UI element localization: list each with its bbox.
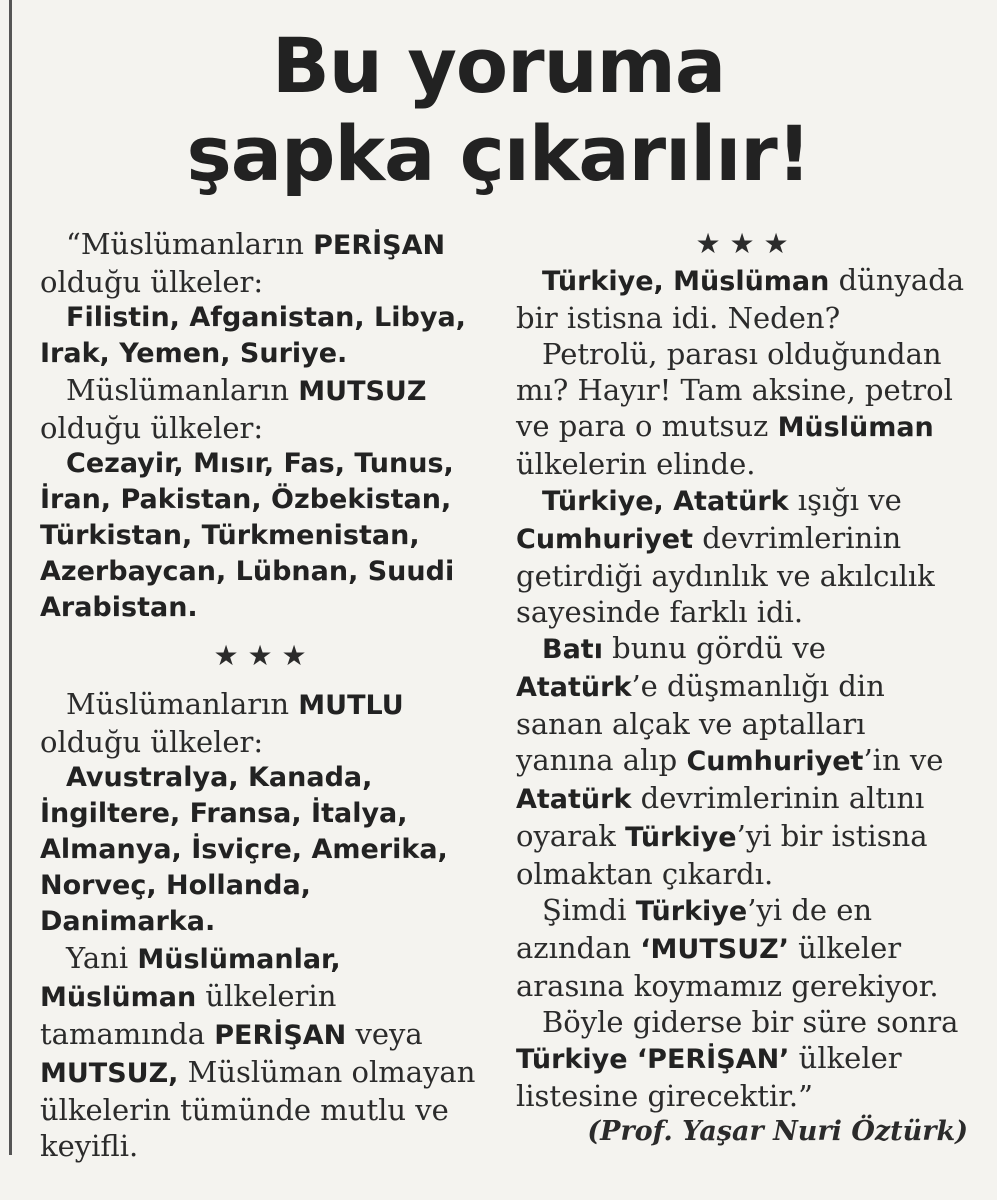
section-separator: ★ ★ ★ (213, 639, 307, 672)
section-separator: ★ ★ ★ (695, 227, 789, 260)
conclusion-paragraph: Böyle giderse bir süre sonra Türkiye ‘PERİŞAN’ ülkeler listesine girecektir.” (516, 1005, 959, 1113)
headline (0, 22, 997, 198)
perisan-countries: Filistin, Afganistan, Libya, Irak, Yemen, Suriye. (40, 302, 466, 369)
left-column (40, 226, 480, 1164)
mutlu-intro: Müslümanların MUTLU olduğu ülkeler: (40, 687, 404, 759)
simdi-paragraph: Şimdi Türkiye’yi de en azından ‘MUTSUZ’ ülkeler arasına koymamız gerekiyor. (516, 893, 939, 1003)
author-credit: (Prof. Yaşar Nuri Öztürk) (587, 1116, 968, 1147)
summary-paragraph: Yani Müslümanlar, Müslüman ülkelerin tamamında PERİŞAN veya MUTSUZ, Müslüman olmayan ülkelerin tümünde mutlu ve keyifli. (40, 941, 476, 1163)
petrol-paragraph: Petrolü, parası olduğundan mı? Hayır! Tam aksine, petrol ve para o mutsuz Müslüman ülkelerin elinde. (516, 337, 953, 481)
mutsuz-countries: Cezayir, Mısır, Fas, Tunus, İran, Pakistan, Özbekistan, Türkistan, Türkmenistan, Azerbaycan, Lübnan, Suudi Arabistan. (40, 448, 455, 623)
right-column (516, 226, 968, 1150)
bati-paragraph: Batı bunu gördü ve Atatürk’e düşmanlığı din sanan alçak ve aptalları yanına alıp Cumhuriyet’in ve Atatürk devrimlerinin altını oyarak Türkiye’yi bir istisna olmaktan çıkardı. (516, 631, 944, 891)
istisna-paragraph: Türkiye, Müslüman dünyada bir istisna idi. Neden? (516, 263, 965, 335)
mutlu-countries: Avustralya, Kanada, İngiltere, Fransa, İtalya, Almanya, İsviçre, Amerika, Norveç, Hollanda, Danimarka. (40, 762, 448, 937)
mutsuz-intro: Müslümanların MUTSUZ olduğu ülkeler: (40, 373, 427, 445)
headline-line-2: şapka çıkarılır! (186, 109, 811, 198)
ataturk-paragraph: Türkiye, Atatürk ışığı ve Cumhuriyet devrimlerinin getirdiği aydınlık ve akılcılık sayesinde farklı idi. (516, 483, 935, 629)
headline-line-1: Bu yoruma (271, 21, 726, 110)
perisan-intro: “Müslümanların PERİŞAN olduğu ülkeler: (40, 227, 446, 299)
